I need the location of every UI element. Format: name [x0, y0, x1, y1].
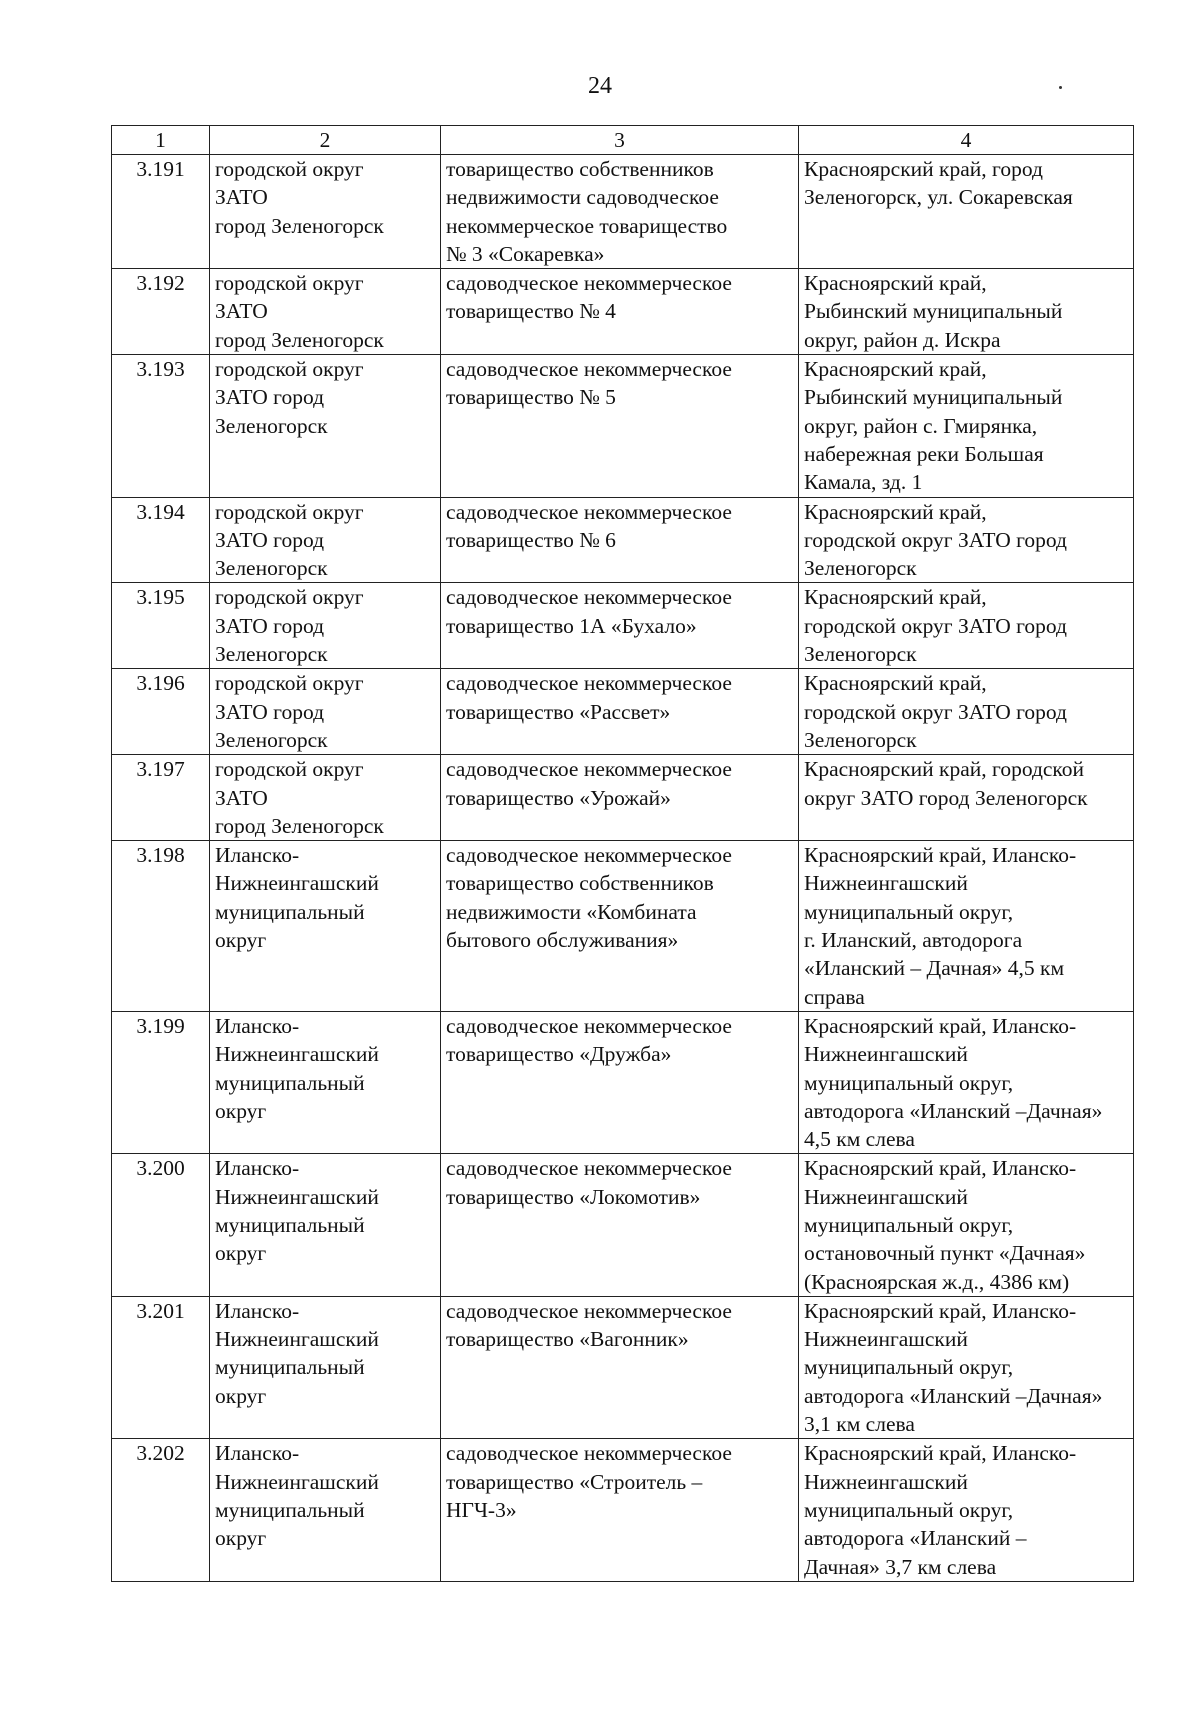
organization-name: садоводческое некоммерческое товарищество № 6 — [441, 497, 799, 583]
row-number: 3.200 — [112, 1154, 210, 1296]
table-row — [112, 155, 1134, 269]
table-row — [112, 497, 1134, 583]
municipal-district: городской округ ЗАТО город Зеленогорск — [210, 669, 441, 755]
page-number: 24 — [588, 73, 612, 99]
municipal-district: городской округ ЗАТО город Зеленогорск — [210, 155, 441, 269]
location-address: Красноярский край, Иланско- Нижнеингашский муниципальный округ, автодорога «Иланский –Дачная» 3,1 км слева — [799, 1296, 1134, 1438]
location-address: Красноярский край, городской округ ЗАТО город Зеленогорск — [799, 497, 1134, 583]
organization-name: садоводческое некоммерческое товарищество «Строитель – НГЧ-3» — [441, 1439, 799, 1581]
row-number: 3.202 — [112, 1439, 210, 1581]
municipal-district: Иланско- Нижнеингашский муниципальный округ — [210, 1011, 441, 1153]
municipal-district: Иланско- Нижнеингашский муниципальный округ — [210, 841, 441, 1012]
row-number: 3.197 — [112, 755, 210, 841]
row-number: 3.191 — [112, 155, 210, 269]
municipal-district: городской округ ЗАТО город Зеленогорск — [210, 583, 441, 669]
location-address: Красноярский край, город Зеленогорск, ул. Сокаревская — [799, 155, 1134, 269]
table-row — [112, 355, 1134, 497]
municipal-district: городской округ ЗАТО город Зеленогорск — [210, 269, 441, 355]
row-number: 3.192 — [112, 269, 210, 355]
column-header-1: 1 — [112, 126, 210, 155]
organization-name: садоводческое некоммерческое товарищество собственников недвижимости «Комбината бытового обслуживания» — [441, 841, 799, 1012]
location-address: Красноярский край, Иланско- Нижнеингашский муниципальный округ, автодорога «Иланский –Дачная» 4,5 км слева — [799, 1011, 1134, 1153]
table-row — [112, 1154, 1134, 1296]
organization-name: садоводческое некоммерческое товарищество «Рассвет» — [441, 669, 799, 755]
column-header-4: 4 — [799, 126, 1134, 155]
table-row — [112, 1296, 1134, 1438]
location-address: Красноярский край, Иланско- Нижнеингашский муниципальный округ, остановочный пункт «Дачная» (Красноярская ж.д., 4386 км) — [799, 1154, 1134, 1296]
row-number: 3.195 — [112, 583, 210, 669]
table-row — [112, 269, 1134, 355]
organization-name: садоводческое некоммерческое товарищество «Вагонник» — [441, 1296, 799, 1438]
organization-name: товарищество собственников недвижимости садоводческое некоммерческое товарищество № 3 «Сокаревка» — [441, 155, 799, 269]
organization-name: садоводческое некоммерческое товарищество «Урожай» — [441, 755, 799, 841]
location-address: Красноярский край, городской округ ЗАТО город Зеленогорск — [799, 755, 1134, 841]
organization-name: садоводческое некоммерческое товарищество 1А «Бухало» — [441, 583, 799, 669]
row-number: 3.193 — [112, 355, 210, 497]
organization-name: садоводческое некоммерческое товарищество № 5 — [441, 355, 799, 497]
municipal-district: Иланско- Нижнеингашский муниципальный округ — [210, 1154, 441, 1296]
table-header-row — [112, 126, 1134, 155]
location-address: Красноярский край, городской округ ЗАТО город Зеленогорск — [799, 669, 1134, 755]
table-row — [112, 583, 1134, 669]
municipal-district: городской округ ЗАТО город Зеленогорск — [210, 497, 441, 583]
table-row — [112, 1011, 1134, 1153]
register-table — [111, 125, 1134, 1582]
table-row — [112, 841, 1134, 1012]
table-row — [112, 1439, 1134, 1581]
column-header-3: 3 — [441, 126, 799, 155]
location-address: Красноярский край, Иланско- Нижнеингашский муниципальный округ, г. Иланский, автодорога «Иланский – Дачная» 4,5 км справа — [799, 841, 1134, 1012]
municipal-district: Иланско- Нижнеингашский муниципальный округ — [210, 1439, 441, 1581]
row-number: 3.198 — [112, 841, 210, 1012]
location-address: Красноярский край, городской округ ЗАТО город Зеленогорск — [799, 583, 1134, 669]
row-number: 3.199 — [112, 1011, 210, 1153]
location-address: Красноярский край, Иланско- Нижнеингашский муниципальный округ, автодорога «Иланский – Дачная» 3,7 км слева — [799, 1439, 1134, 1581]
organization-name: садоводческое некоммерческое товарищество № 4 — [441, 269, 799, 355]
municipal-district: городской округ ЗАТО город Зеленогорск — [210, 755, 441, 841]
organization-name: садоводческое некоммерческое товарищество «Локомотив» — [441, 1154, 799, 1296]
municipal-district: городской округ ЗАТО город Зеленогорск — [210, 355, 441, 497]
row-number: 3.194 — [112, 497, 210, 583]
column-header-2: 2 — [210, 126, 441, 155]
table-row — [112, 669, 1134, 755]
row-number: 3.201 — [112, 1296, 210, 1438]
municipal-district: Иланско- Нижнеингашский муниципальный округ — [210, 1296, 441, 1438]
location-address: Красноярский край, Рыбинский муниципальный округ, район д. Искра — [799, 269, 1134, 355]
organization-name: садоводческое некоммерческое товарищество «Дружба» — [441, 1011, 799, 1153]
table-row — [112, 755, 1134, 841]
location-address: Красноярский край, Рыбинский муниципальный округ, район с. Гмирянка, набережная реки Большая Камала, зд. 1 — [799, 355, 1134, 497]
page-mark-dot — [1059, 86, 1062, 89]
row-number: 3.196 — [112, 669, 210, 755]
